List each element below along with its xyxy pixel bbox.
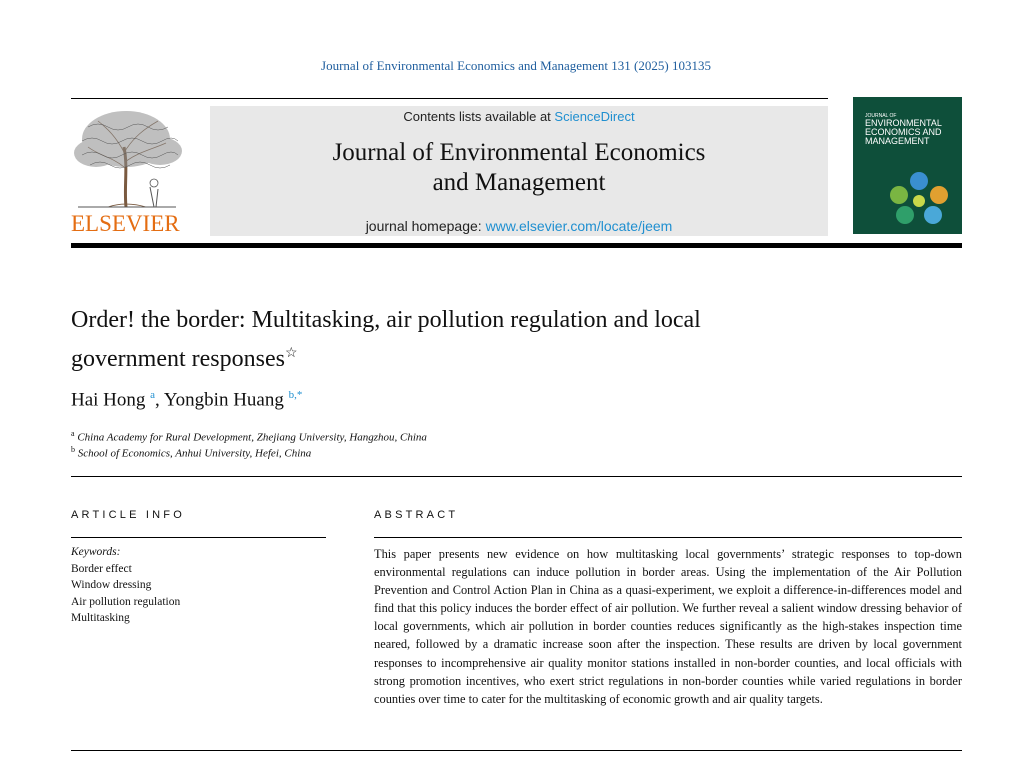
abstract-heading: ABSTRACT: [374, 509, 459, 521]
keyword-item: Multitasking: [71, 612, 130, 624]
sciencedirect-link[interactable]: ScienceDirect: [554, 109, 635, 124]
cover-title-line1: JOURNAL OF: [865, 113, 897, 119]
author-name[interactable]: Yongbin Huang: [163, 389, 284, 411]
author-name[interactable]: Hai Hong: [71, 389, 146, 411]
abstract-text: This paper presents new evidence on how multitasking local governments’ strategic responses to top-down environmental regulations can induce pollution in border areas. Using the implementation of the Air Pollution Prevention and Control Action Plan in China as a quasi-experiment, we exploit a difference-in-differences model and find that this policy induces the border effect of air pollution. We further reveal a salient window dressing behavior of local governments, which air pollution in border counties reduces significantly as the high-stakes inspection time neared, followed by a dramatic increase soon after the inspection. These results are driven by local government responses to incomprehensive air quality monitor stations installed in non-border counties, and local officials with strong promotion incentives, who exert strict regulations in non-border counties while varied regulations in border counties over time to cater for the multitasking of economic growth and air quality targets.: [374, 547, 962, 706]
affiliation: [71, 445, 311, 460]
elsevier-logo-wordmark: ELSEVIER: [71, 211, 180, 236]
homepage-link[interactable]: www.elsevier.com/locate/jeem: [485, 218, 673, 234]
keyword-item: Border effect: [71, 562, 132, 575]
header-top-rule: [71, 98, 828, 99]
cover-artwork: [883, 169, 955, 227]
journal-title-line2: and Management: [432, 169, 606, 196]
article-title-line2: government responses: [71, 346, 285, 372]
title-footnote-star-icon[interactable]: ☆: [284, 346, 298, 361]
homepage-line: [210, 218, 828, 234]
affiliation-text: China Academy for Rural Development, Zhejiang University, Hangzhou, China: [77, 431, 427, 444]
contents-line: [210, 109, 828, 124]
homepage-prefix: journal homepage:: [365, 218, 486, 234]
journal-title: [210, 138, 828, 198]
keyword-item: Air pollution regulation: [71, 595, 181, 608]
journal-title-line1: Journal of Environmental Economics: [332, 139, 706, 166]
bottom-rule: [71, 750, 962, 751]
affiliation: [71, 429, 427, 444]
cover-title-line3: ECONOMICS AND: [865, 127, 942, 137]
affiliation-mark: b: [71, 445, 75, 454]
article-title-line1: Order! the border: Multitasking, air pollution regulation and local: [71, 307, 701, 333]
article-info-rule: [71, 537, 326, 538]
abstract-rule: [374, 537, 962, 538]
article-info-heading: ARTICLE INFO: [71, 509, 185, 521]
keywords-label: Keywords:: [71, 546, 121, 558]
contents-prefix: Contents lists available at: [403, 109, 555, 124]
author-affiliation-mark[interactable]: a: [150, 389, 156, 401]
keyword-item: Window dressing: [71, 579, 152, 591]
journal-banner: [210, 106, 828, 236]
journal-citation[interactable]: Journal of Environmental Economics and Management 131 (2025) 103135: [321, 58, 711, 73]
author-affiliation-mark[interactable]: b,*: [288, 389, 303, 401]
author-list: [71, 389, 302, 411]
author-separator: ,: [155, 389, 164, 411]
header-bottom-thick-rule: [71, 243, 962, 248]
journal-cover-thumbnail[interactable]: [853, 97, 962, 234]
article-title-line2-wrap: [71, 337, 951, 376]
cover-title: [865, 113, 960, 146]
article-title: [71, 304, 951, 376]
affiliation-mark: a: [71, 429, 75, 438]
section-rule: [71, 476, 962, 477]
cover-title-line4: MANAGEMENT: [865, 136, 930, 146]
cover-title-line2: ENVIRONMENTAL: [865, 118, 942, 128]
affiliation-text: School of Economics, Anhui University, Hefei, China: [77, 447, 312, 460]
keywords-block: [71, 544, 180, 627]
